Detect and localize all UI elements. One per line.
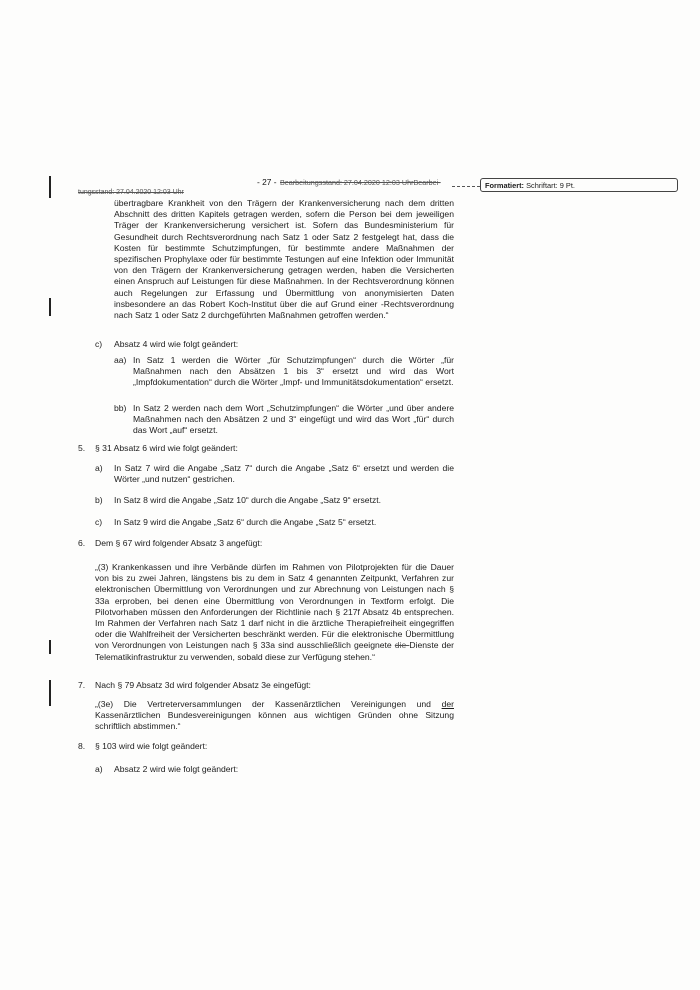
item-text: Absatz 4 wird wie folgt geändert: — [114, 339, 239, 349]
deleted-text: die — [394, 640, 410, 651]
item-text: In Satz 9 wird die Angabe „Satz 6“ durch die Angabe „Satz 5“ ersetzt. — [114, 517, 377, 527]
comment-text: Schriftart: 9 Pt. — [526, 181, 575, 190]
inserted-text: der — [441, 699, 454, 709]
format-comment-bubble[interactable] — [480, 178, 678, 192]
change-bar — [49, 176, 51, 198]
quoted-paragraph — [95, 562, 454, 663]
quote-text: Dienste der Telematikinfrastruktur zu verwenden, sobald diese zur Verfügung stehen.“ — [95, 640, 454, 662]
quoted-paragraph — [95, 699, 454, 733]
item-label: c) — [95, 517, 103, 527]
item-text: In Satz 2 werden nach dem Wort „Schutzimpfungen“ die Wörter „und über andere Maßnahmen nach den Absätzen 2 und 3“ eingefügt und wird das Wort „für“ durch das Wort „auf“ ersetzt. — [133, 403, 454, 436]
quote-text: Kassenärztlichen Bundesvereinigungen können aus wichtigen Gründen ohne Sitzung schriftlich abstimmen.“ — [95, 710, 454, 732]
change-bar — [49, 298, 51, 316]
change-bar — [49, 640, 51, 654]
item-label: 5. — [78, 443, 86, 453]
item-text: In Satz 7 wird die Angabe „Satz 7“ durch die Angabe „Satz 6“ ersetzt und werden die Wörter „und nutzen“ gestrichen. — [114, 463, 454, 485]
item-label: 6. — [78, 538, 86, 548]
comment-label: Formatiert: — [485, 181, 525, 190]
status-line: Bearbeitungsstand: 27.04.2020 12:03 UhrBearbei- — [280, 178, 441, 187]
item-text: § 103 wird wie folgt geändert: — [95, 741, 208, 751]
item-label: b) — [95, 495, 103, 505]
item-label: 8. — [78, 741, 86, 751]
item-label: bb) — [114, 403, 127, 413]
item-text: Nach § 79 Absatz 3d wird folgender Absatz 3e eingefügt: — [95, 680, 311, 690]
item-label: 7. — [78, 680, 86, 690]
quote-text: „(3e) Die Vertreterversammlungen der Kassenärztlichen Vereinigungen und — [95, 699, 442, 709]
item-text: Dem § 67 wird folgender Absatz 3 angefügt: — [95, 538, 263, 548]
paragraph-continuation: übertragbare Krankheit von den Trägern der Krankenversicherung nach dem dritten Abschnitt des dritten Kapitels getragen werden, sofern die Person bei dem jeweiligen Träger der Krankenversicherung versichert ist. Sofern das Bundesministerium für Gesundheit durch Rechtsverordnung nach Satz 1 oder Satz 2 festgelegt hat, dass die Kosten für bestimmte Schutzimpfungen, für bestimmte andere Maßnahmen der spezifischen Prophylaxe oder für bestimmte Testungen auf eine Infektion oder Immunität von den Trägern der Krankenversicherung getragen werden, haben die Versicherten einen Anspruch auf Leistungen für diese Maßnahmen. In der Rechtsverordnung können auch Regelungen zur Erfassung und Übermittlung von anonymisierten Daten insbesondere an das Robert Koch-Institut über die auf Grund einer -Rechtsverordnung nach Satz 1 oder Satz 2 durchgeführten Maßnahmen getroffen werden.“ — [114, 198, 454, 321]
comment-leader-line — [452, 186, 480, 187]
change-bar — [49, 680, 51, 706]
page-number: - 27 - — [257, 177, 277, 187]
item-label: a) — [95, 463, 103, 473]
item-label: a) — [95, 764, 103, 774]
item-text: In Satz 8 wird die Angabe „Satz 10“ durch die Angabe „Satz 9“ ersetzt. — [114, 495, 382, 505]
item-text: Absatz 2 wird wie folgt geändert: — [114, 764, 239, 774]
item-label: c) — [95, 339, 103, 349]
previous-status-line: tungsstand: 27.04.2020 12:03 Uhr — [78, 189, 184, 196]
item-text: § 31 Absatz 6 wird wie folgt geändert: — [95, 443, 238, 453]
item-label: aa) — [114, 355, 127, 365]
quote-text: „(3) Krankenkassen und ihre Verbände dürfen im Rahmen von Pilotprojekten für die Dauer von bis zu zwei Jahren, längstens bis zu dem in Satz 4 genannten Zeitpunkt, Verfahren zur elektronischen Übermittlung von Verordnungen und zur Abrechnung von Leistungen nach § 33a erproben, bei denen eine Übermittlung von Verordnungen in Textform erfolgt. Die Pilotvorhaben müssen den Anforderungen der Richtlinie nach § 217f Absatz 4b entsprechen. Im Rahmen der Verfahren nach Satz 1 darf nicht in die ärztliche Therapiefreiheit eingegriffen oder die Wahlfreiheit der Versicherten beschränkt werden. Für die elektronische Übermittlung von Verordnungen von Leistungen nach § 33a sind ausschließlich geeignete — [95, 562, 454, 651]
item-text: In Satz 1 werden die Wörter „für Schutzimpfungen“ durch die Wörter „für Maßnahmen nach den Absätzen 1 bis 3“ ersetzt und wird das Wort „Impfdokumentation“ durch die Wörter „Impf- und Immunitätsdokumentation“ ersetzt. — [133, 355, 454, 388]
